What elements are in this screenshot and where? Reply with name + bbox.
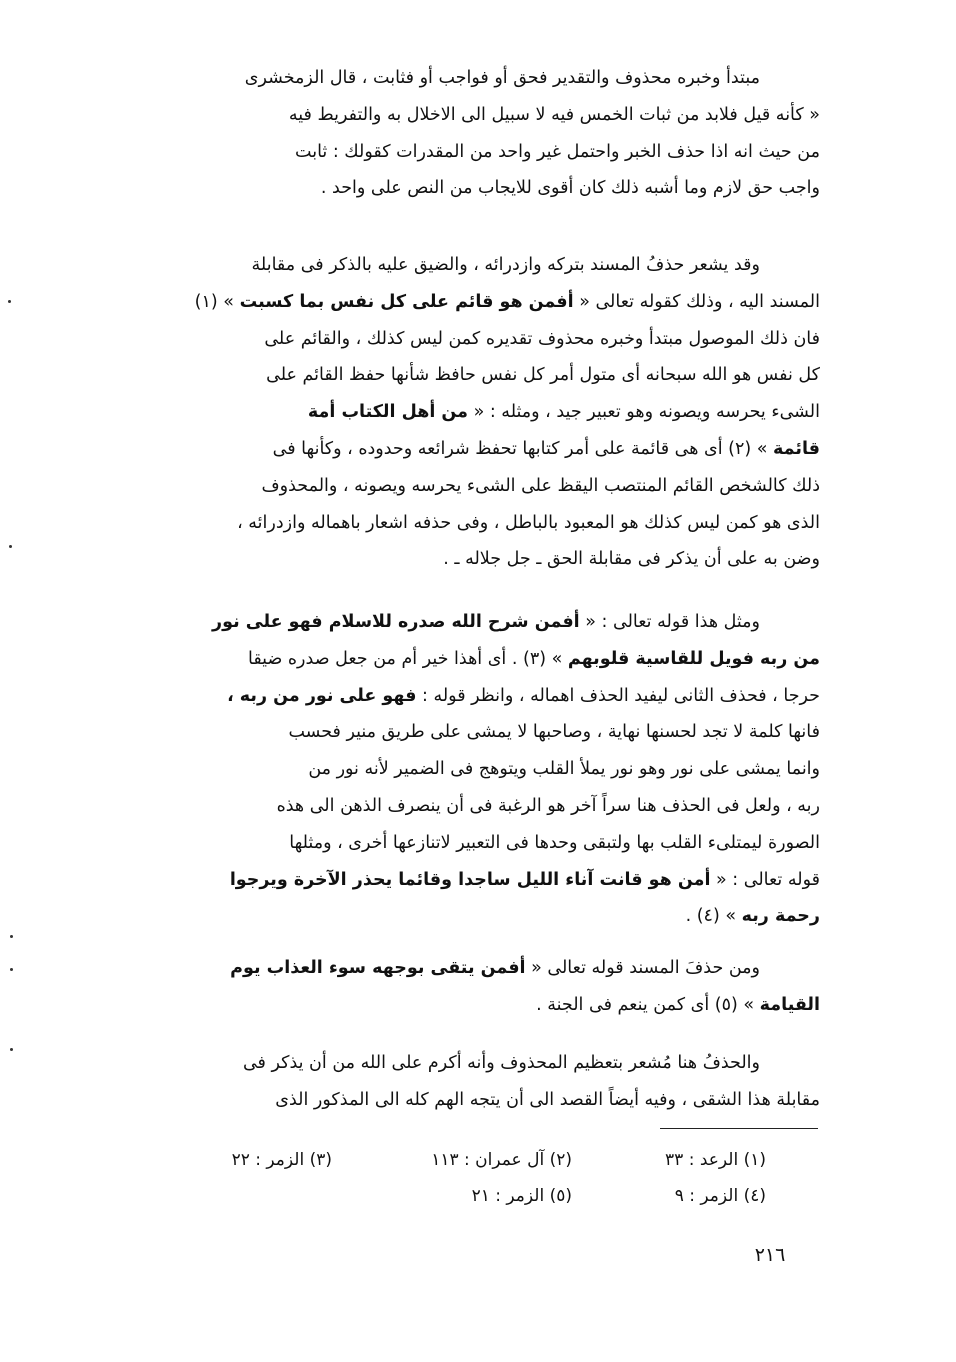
footnote-1: (١) الرعد : ٣٣ — [665, 1150, 766, 1170]
page-number: ٢١٦ — [754, 1244, 786, 1266]
footnote-5: (٥) الزمر : ٢١ — [471, 1186, 572, 1206]
text-line — [130, 1080, 820, 1120]
text-line — [130, 466, 820, 506]
text-run: ومثل هذا قوله تعالى : « — [579, 612, 760, 632]
footnote-2: (٢) آل عمران : ١١٣ — [431, 1150, 572, 1170]
text-line — [130, 282, 820, 322]
text-run: كل نفس هو الله سبحانه أى متول أمر كل نفس حافظ شأنها حفظ القائم على — [266, 365, 820, 386]
text-run: والحذفُ هنا مُشعر بتعظيم المحذوف وأنه أكرم على الله من أن يذكر فى — [242, 1053, 760, 1073]
text-run: وانما يمشى على نور وهو نور يملأ القلب ويتوهج فى الضمير لأنه نور من — [308, 759, 820, 780]
text-run: وقد يشعر حذفُ المسند بتركه وازدرائه ، والضيق عليه بالذكر فى مقابلة — [251, 255, 760, 275]
text-line — [130, 429, 820, 469]
text-run: المسند اليه ، وذلك كقوله تعالى « — [573, 291, 820, 312]
scan-speck — [10, 968, 13, 971]
text-run: ذلك كالشخص القائم المنتصب اليقظ على الشىء يحرسه ويصونه ، والمحذوف — [261, 475, 820, 496]
text-line — [130, 749, 820, 789]
text-line — [130, 95, 820, 135]
quran-quote: من أهل الكتاب أمة — [307, 402, 469, 423]
text-line — [130, 245, 760, 285]
quran-quote: القيامة — [759, 994, 820, 1015]
text-run: ومن حذفَ المسند قوله تعالى « — [525, 958, 760, 978]
quran-quote: أفمن شرح الله صدره للاسلام فهو على نور — [212, 612, 580, 632]
text-line — [130, 58, 760, 98]
quran-quote: قائمة — [773, 439, 820, 459]
text-line — [130, 639, 820, 679]
quran-quote: من ربه فويل للقاسية قلوبهم — [567, 648, 820, 669]
text-run: » (١) — [194, 291, 240, 312]
text-line — [130, 948, 760, 988]
text-line — [130, 860, 820, 900]
scan-speck — [10, 935, 13, 938]
scan-speck — [10, 1048, 13, 1051]
text-run: مبتدأ وخبره محذوف والتقدير فحق أو فواجب أو فثابت ، قال الزمخشرى — [244, 68, 760, 88]
text-line — [130, 132, 820, 172]
text-line — [130, 319, 820, 359]
text-run: » (٢) أى هى قائمة على أمر كتابها تحفظ شرائعه وحدوده ، وكأنها فى — [272, 439, 774, 459]
scan-speck — [9, 545, 12, 548]
quran-quote: أفمن هو قائم على كل نفس بما كسبت — [239, 291, 574, 312]
text-line — [130, 168, 820, 208]
text-run: » (٤) . — [685, 906, 742, 927]
text-run: وضن به على أن يذكر فى مقابلة الحق ـ جل جلاله ـ . — [443, 549, 820, 570]
text-run: « كأنه قيل فلابد من ثبات الخمس فيه لا سبيل الى الاخلال به والتفريط فيه — [288, 104, 820, 125]
text-run: » (٣) . أى أهذا خير أم من جعل صدره ضيقا — [248, 648, 568, 669]
quran-quote: أمن هو قانت آناء الليل ساجدا وقائما يحذر الآخرة ويرجوا — [229, 869, 711, 890]
text-line — [130, 786, 820, 826]
text-line — [130, 985, 820, 1025]
footnote-4: (٤) الزمر : ٩ — [674, 1186, 766, 1206]
text-line — [130, 712, 820, 752]
text-line — [130, 823, 820, 863]
quran-quote: فهو على نور من ربه ، — [227, 685, 417, 706]
text-run: من حيث انه اذا حذف الخبر واحتمل غير واحد من المقدرات كقولك : ثابت — [295, 141, 820, 162]
footnote-divider — [660, 1128, 818, 1129]
text-run: الصورة ليمتلىء القلب بها ولتبقى وحدها فى التعبير لاتنازعها أخرى ، ومثلها — [289, 832, 820, 853]
text-run: فان ذلك الموصول مبتدأ وخبره محذوف تقديره كمن ليس كذلك ، والقائم على — [264, 328, 820, 349]
text-line — [130, 602, 760, 642]
text-line — [130, 539, 820, 579]
text-line — [130, 355, 820, 395]
text-run: الشىء يحرسه ويصونه وهو تعبير جيد ، ومثله : « — [468, 402, 820, 423]
text-run: » (٥) أى كمن ينعم فى الجنة . — [536, 994, 760, 1015]
text-line — [130, 392, 820, 432]
quran-quote: أفمن يتقى بوجهه سوء العذاب يوم — [230, 958, 526, 978]
text-line — [130, 1043, 760, 1083]
scan-speck — [8, 300, 11, 303]
text-run: واجب حق لازم وما أشبه ذلك كان أقوى للايجاب من النص على واحد . — [320, 178, 820, 199]
text-line — [130, 896, 820, 936]
text-run: الذى هو كمن ليس كذلك هو المعبود بالباطل ، وفى حذفه اشعار باهماله وازدرائه ، — [237, 512, 820, 533]
text-run: فانها كلمة لا تجد لحسنها نهاية ، وصاحبها لا يمشى على طريق منير فحسب — [288, 722, 820, 743]
text-run: مقابلة هذا الشقى ، وفيه أيضاً القصد الى أن يتجه الهم كله الى المذكور الذى — [275, 1089, 820, 1110]
text-run: قوله تعالى : « — [710, 869, 820, 890]
text-run: حرجا ، فحذف الثانى ليفيد الحذف اهماله ، وانظر قوله : — [416, 685, 820, 706]
text-run: ربه ، ولعل فى الحذف هنا سراً آخر هو الرغبة فى أن ينصرف الذهن الى هذه — [276, 796, 820, 816]
text-line — [130, 503, 820, 543]
footnote-3: (٣) الزمر : ٢٢ — [231, 1150, 332, 1170]
text-line — [130, 676, 820, 716]
quran-quote: رحمة ربه — [741, 906, 820, 927]
